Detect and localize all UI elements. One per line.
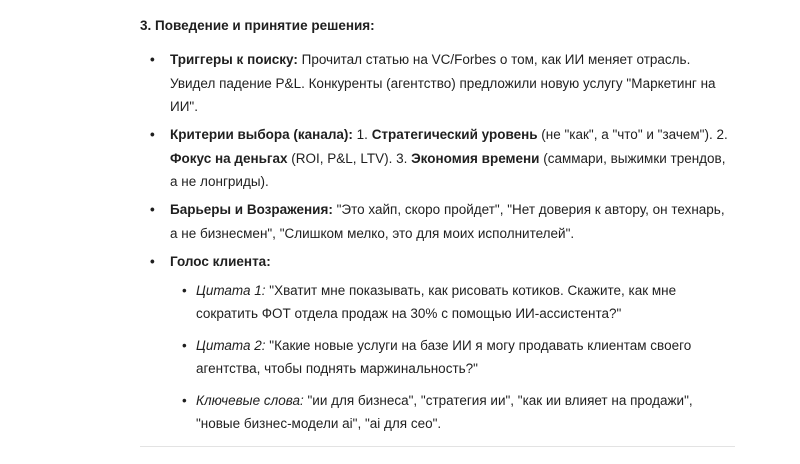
item-text: 1. xyxy=(352,127,372,142)
item-text: (ROI, P&L, LTV). 3. xyxy=(287,150,412,166)
list-item-customer-voice xyxy=(140,250,735,436)
customer-voice-list xyxy=(170,279,735,435)
criterion-2: Фокус на деньгах xyxy=(170,150,288,166)
divider xyxy=(140,446,735,447)
quote-1 xyxy=(170,279,736,325)
sub-text: "Какие новые услуги на базе ИИ я могу продавать клиентам своего агентства, чтобы поднять маржинальность?" xyxy=(196,338,692,376)
list-item-triggers xyxy=(140,48,735,119)
quote-2 xyxy=(170,334,736,380)
list-item-criteria xyxy=(140,123,735,194)
sub-text: "Хватит мне показывать, как рисовать котиков. Скажите, как мне сократить ФОТ отдела продаж на 30% с помощью ИИ-ассистента?" xyxy=(196,283,677,321)
sub-label: Цитата 2: xyxy=(196,338,266,353)
criterion-3: Экономия времени xyxy=(411,150,540,166)
item-text: (саммари, выжимки трендов, а не лонгриды). xyxy=(170,150,726,189)
item-text: Прочитал статью на VC/Forbes о том, как ИИ меняет отрасль. Увидел падение P&L. Конкуренты (агентство) предложили новую услугу "Маркетинг на ИИ". xyxy=(170,52,716,114)
item-label: Критерии выбора (канала): xyxy=(170,127,353,142)
sub-label: Цитата 1: xyxy=(196,283,266,298)
sub-label: Ключевые слова: xyxy=(196,393,304,408)
item-text: "Это хайп, скоро пройдет", "Нет доверия к автору, он технарь, а не бизнесмен", "Слишком мелко, это для моих исполнителей". xyxy=(170,202,725,241)
section-heading: 3. Поведение и принятие решения: xyxy=(140,18,375,33)
keywords xyxy=(170,389,736,435)
item-label: Триггеры к поиску: xyxy=(170,52,298,67)
item-text: (не "как", а "что" и "зачем"). 2. xyxy=(537,127,728,142)
list-item-barriers xyxy=(140,198,735,245)
behavior-list xyxy=(140,48,740,444)
item-label: Барьеры и Возражения: xyxy=(170,202,333,217)
item-label: Голос клиента: xyxy=(170,253,271,269)
sub-text: "ии для бизнеса", "стратегия ии", "как ии влияет на продажи", "новые бизнес-модели ai", "ai для ceo". xyxy=(196,393,693,431)
criterion-1: Стратегический уровень xyxy=(371,127,538,142)
